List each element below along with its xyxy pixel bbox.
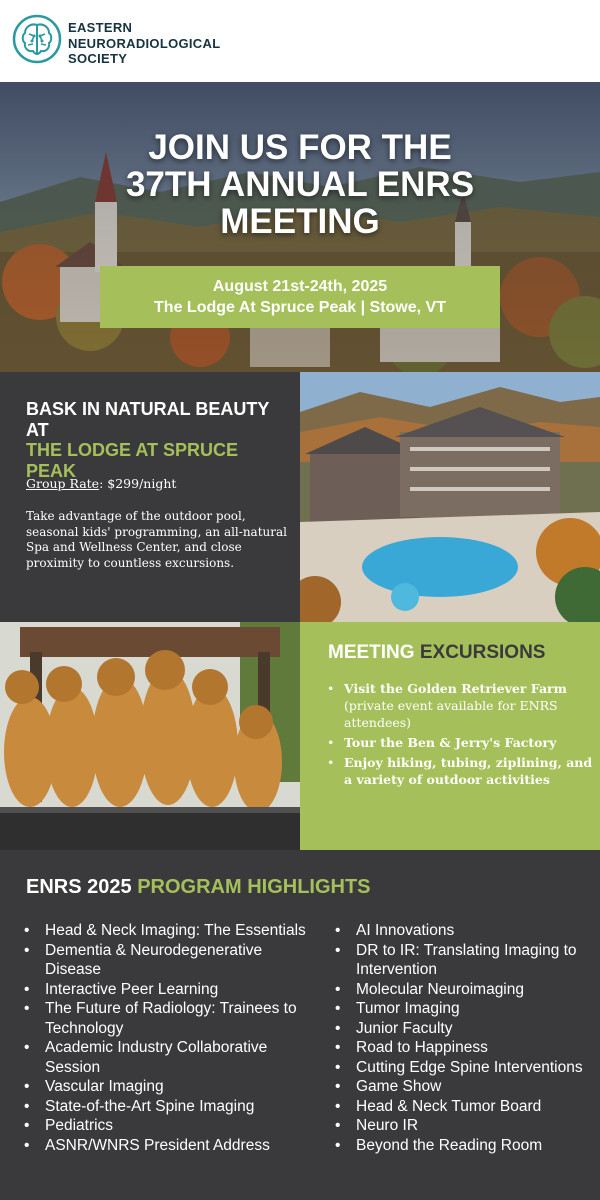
hero-title-line: MEETING	[220, 202, 380, 241]
org-name-line: EASTERN	[68, 20, 133, 35]
list-item: • Cutting Edge Spine Interventions	[331, 1058, 593, 1078]
hero-title-line: 37TH ANNUAL ENRS	[125, 165, 475, 204]
brain-icon	[12, 14, 62, 64]
excursion-name: Enjoy hiking, tubing, ziplining, and a variety of outdoor activities	[344, 755, 593, 787]
program-heading-green: PROGRAM HIGHLIGHTS	[137, 876, 371, 898]
list-item: • Academic Industry Collaborative Session	[20, 1038, 320, 1077]
org-name-line: NEURORADIOLOGICAL	[68, 35, 221, 51]
excursions-list	[324, 680, 594, 791]
list-item: • Road to Happiness	[331, 1038, 593, 1058]
list-item	[324, 754, 594, 788]
list-item	[324, 680, 594, 731]
list-item: • Interactive Peer Learning	[20, 980, 320, 1000]
program-highlights	[0, 850, 600, 1200]
list-item: • Molecular Neuroimaging	[331, 980, 593, 1000]
list-item: • ASNR/WNRS President Address	[20, 1136, 320, 1156]
list-item: • Head & Neck Imaging: The Essentials	[20, 921, 320, 941]
group-rate	[26, 476, 286, 491]
list-item: • Game Show	[331, 1077, 593, 1097]
list-item: • AI Innovations	[331, 921, 593, 941]
lodge-photo	[300, 372, 600, 622]
lodge-description: Take advantage of the outdoor pool, seasonal kids' programming, an all-natural Spa and Wellness Center, and close proximity to countless excursions.	[26, 509, 287, 570]
list-item: • State-of-the-Art Spine Imaging	[20, 1097, 320, 1117]
list-item: • Dementia & Neurodegenerative Disease	[20, 941, 320, 980]
excursions-heading-white: MEETING	[328, 642, 415, 663]
excursion-name: Tour the Ben & Jerry's Factory	[344, 735, 557, 750]
list-item: • Vascular Imaging	[20, 1077, 320, 1097]
hero-banner	[0, 82, 600, 372]
list-item: • The Future of Radiology: Trainees to Technology	[20, 999, 320, 1038]
event-date-box	[100, 266, 500, 328]
org-name-line: SOCIETY	[68, 51, 128, 66]
list-item: • Head & Neck Tumor Board	[331, 1097, 593, 1117]
golden-retrievers-photo	[0, 622, 300, 850]
lodge-panel	[0, 372, 300, 622]
program-list-left	[20, 921, 320, 1155]
hero-title	[60, 129, 540, 240]
hero-title-line: JOIN US FOR THE	[148, 128, 452, 167]
list-item	[324, 734, 594, 751]
excursion-note: (private event available for ENRS attendees)	[344, 698, 558, 730]
group-rate-label: Group Rate	[26, 476, 100, 491]
group-rate-value: : $299/night	[99, 476, 177, 491]
list-item: • Junior Faculty	[331, 1019, 593, 1039]
list-item: • DR to IR: Translating Imaging to Intervention	[331, 941, 593, 980]
program-list-right	[331, 921, 593, 1155]
lodge-heading-green: THE LODGE AT SPRUCE PEAK	[26, 440, 239, 481]
header	[0, 0, 600, 82]
list-item: • Pediatrics	[20, 1116, 320, 1136]
excursions-heading-dark: EXCURSIONS	[419, 642, 546, 663]
event-venue: The Lodge At Spruce Peak | Stowe, VT	[154, 299, 446, 316]
program-heading	[26, 876, 586, 899]
lodge-heading-white: BASK IN NATURAL BEAUTY AT	[26, 399, 270, 440]
excursions-panel	[300, 622, 600, 850]
event-date: August 21st-24th, 2025	[212, 278, 388, 295]
program-heading-white: ENRS 2025	[26, 876, 132, 898]
list-item: • Tumor Imaging	[331, 999, 593, 1019]
lodge-heading	[26, 399, 288, 481]
excursions-heading	[328, 642, 590, 664]
list-item: • Neuro IR	[331, 1116, 593, 1136]
list-item: • Beyond the Reading Room	[331, 1136, 593, 1156]
org-name	[68, 20, 288, 67]
excursion-name: Visit the Golden Retriever Farm	[344, 681, 567, 696]
